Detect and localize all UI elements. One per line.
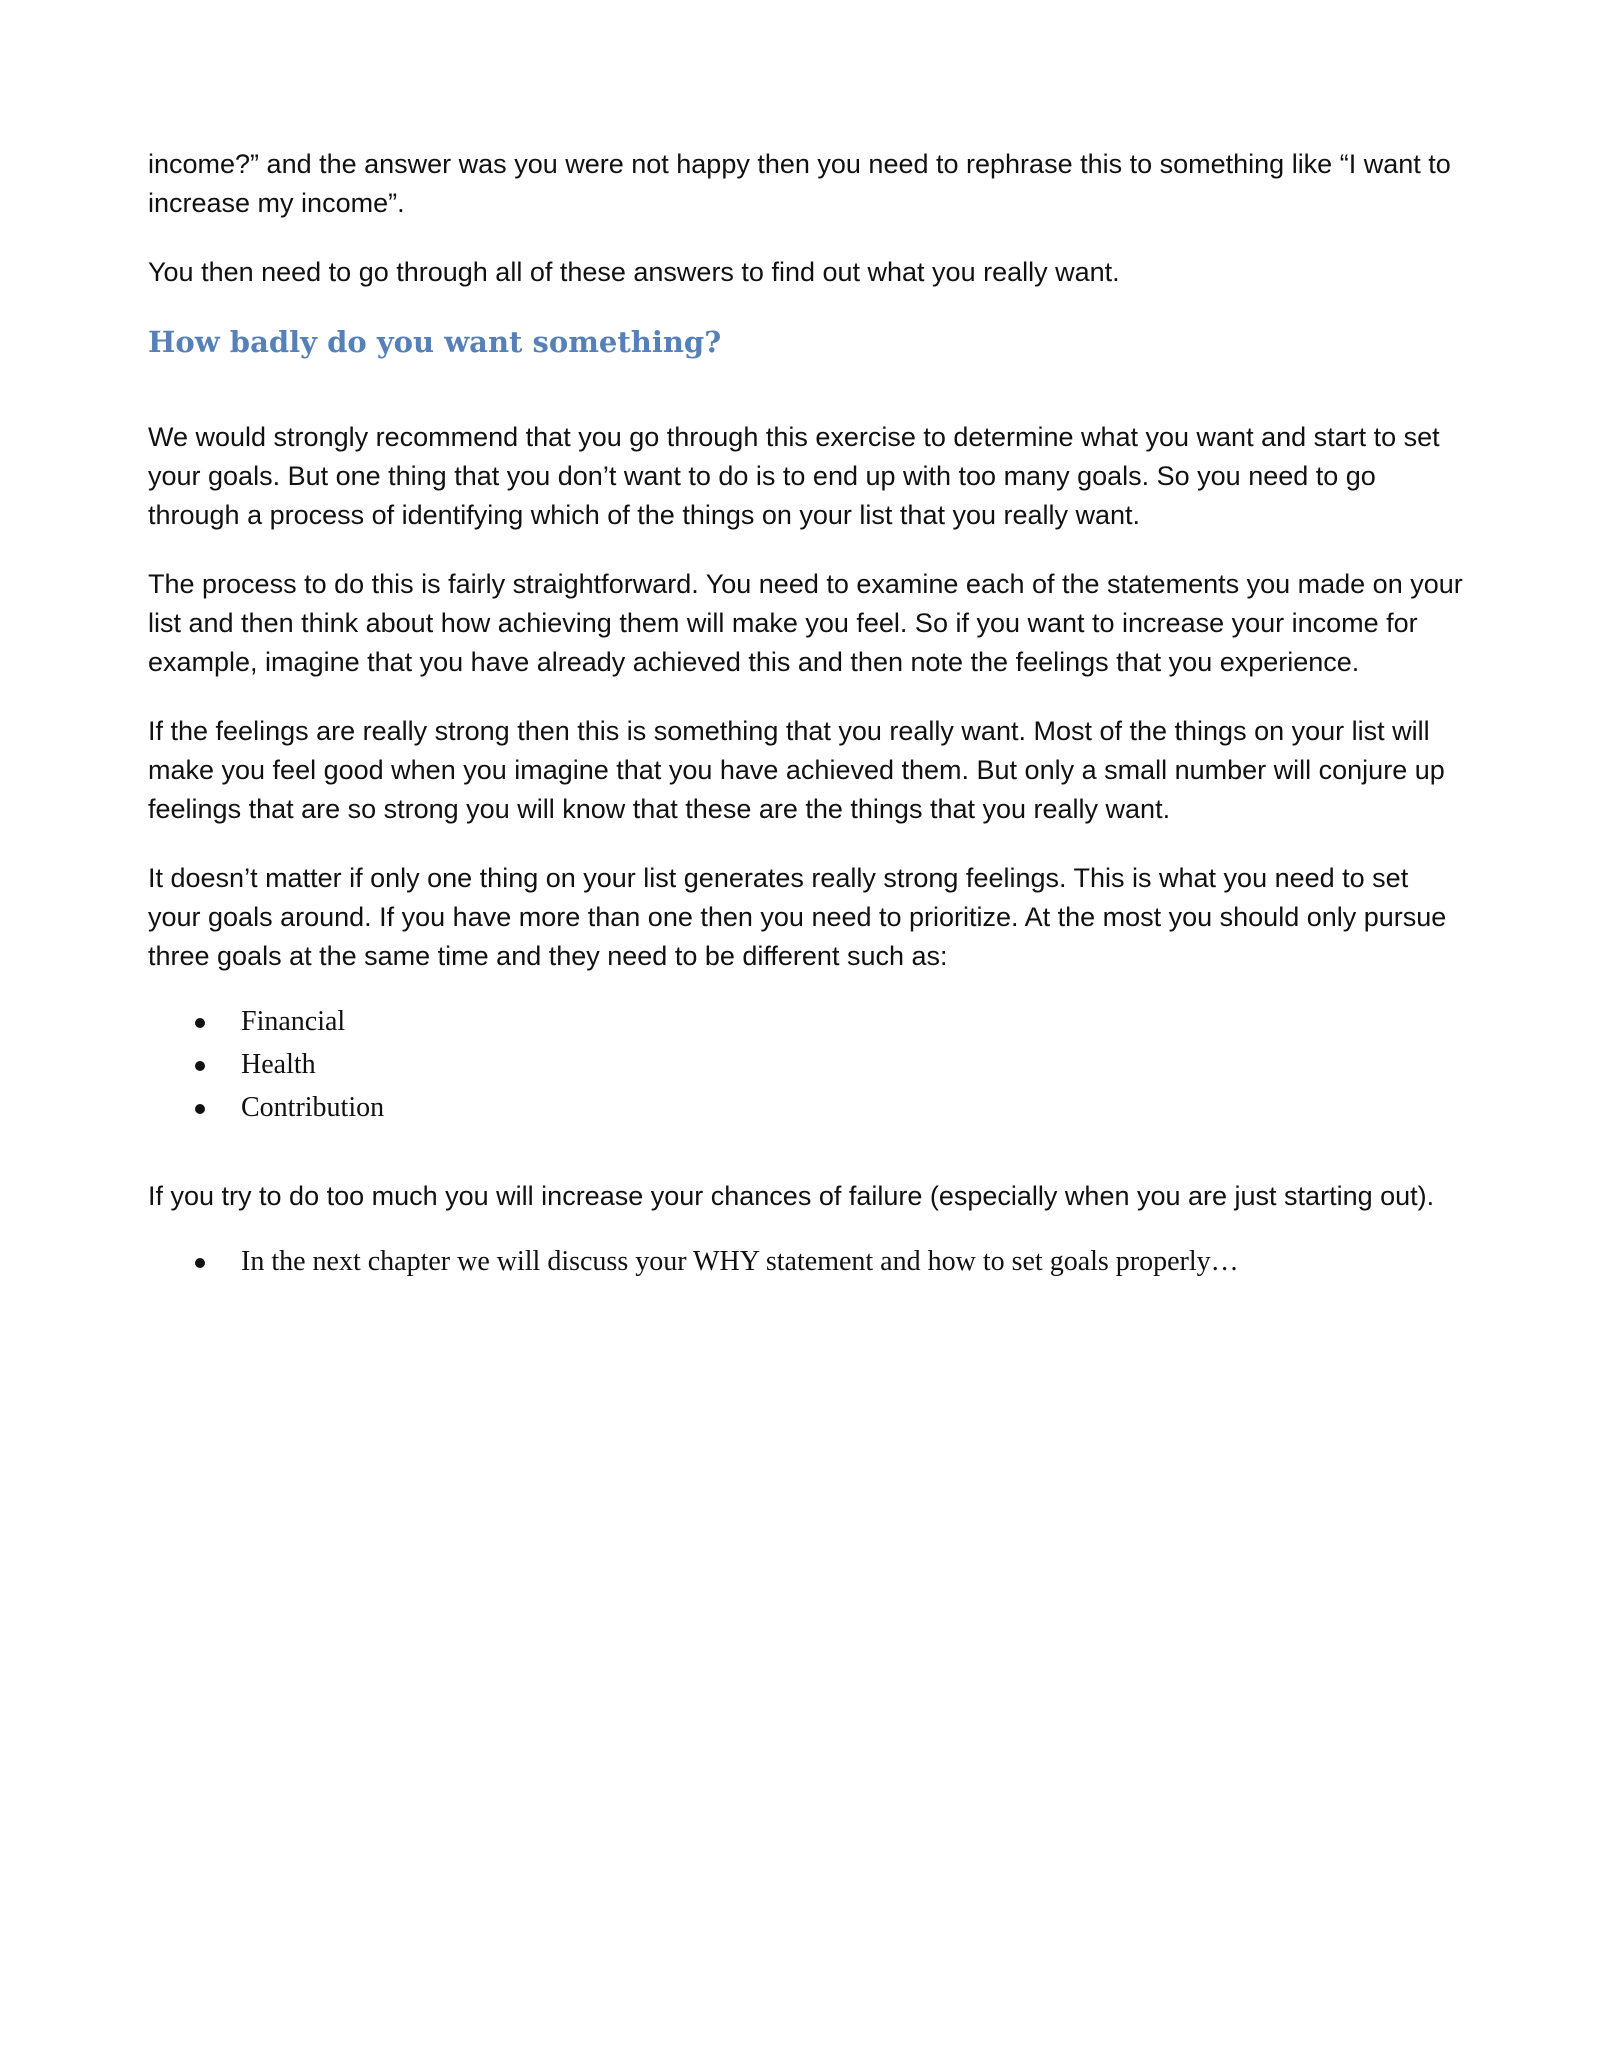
list-item xyxy=(148,1043,1464,1086)
list-item-label: Health xyxy=(241,1049,316,1080)
page-content xyxy=(148,145,1464,1283)
paragraph-strong-feelings: If the feelings are really strong then this is something that you really want. Most of the things on your list will make you feel good when you imagine that you have achieved them. But only a small number will conjure up feelings that are so strong you will know that these are the things that you really want. xyxy=(148,716,1445,824)
next-chapter-list xyxy=(148,1240,1464,1283)
paragraph-prioritize: It doesn’t matter if only one thing on your list generates really strong feelings. This is what you need to set your goals around. If you have more than one then you need to prioritize. At the most you should only pursue three goals at the same time and they need to be different such as: xyxy=(148,863,1447,971)
list-item-label: Financial xyxy=(241,1006,346,1037)
bullet-icon xyxy=(195,1104,205,1114)
list-item xyxy=(148,1000,1464,1043)
goal-types-list xyxy=(148,1000,1464,1129)
list-item-label: Contribution xyxy=(241,1092,385,1123)
bullet-icon xyxy=(195,1061,205,1071)
paragraph-go-through-answers: You then need to go through all of these answers to find out what you really want. xyxy=(148,257,1120,287)
list-item xyxy=(148,1086,1464,1129)
paragraph-process: The process to do this is fairly straightforward. You need to examine each of the statements you made on your list and then think about how achieving them will make you feel. So if you want to increase your income for example, imagine that you have already achieved this and then note the feelings that you experience. xyxy=(148,569,1463,677)
bullet-icon xyxy=(195,1258,205,1268)
paragraph-too-much: If you try to do too much you will increase your chances of failure (especially when you are just starting out). xyxy=(148,1181,1435,1211)
list-item-label: In the next chapter we will discuss your WHY statement and how to set goals properly… xyxy=(241,1246,1239,1277)
bullet-icon xyxy=(195,1018,205,1028)
paragraph-income-rephrase: income?” and the answer was you were not happy then you need to rephrase this to something like “I want to increase my income”. xyxy=(148,149,1451,218)
section-heading: How badly do you want something? xyxy=(148,325,722,359)
paragraph-recommendation: We would strongly recommend that you go through this exercise to determine what you want and start to set your goals. But one thing that you don’t want to do is to end up with too many goals. So you need to go through a process of identifying which of the things on your list that you really want. xyxy=(148,422,1440,530)
list-item xyxy=(148,1240,1464,1283)
